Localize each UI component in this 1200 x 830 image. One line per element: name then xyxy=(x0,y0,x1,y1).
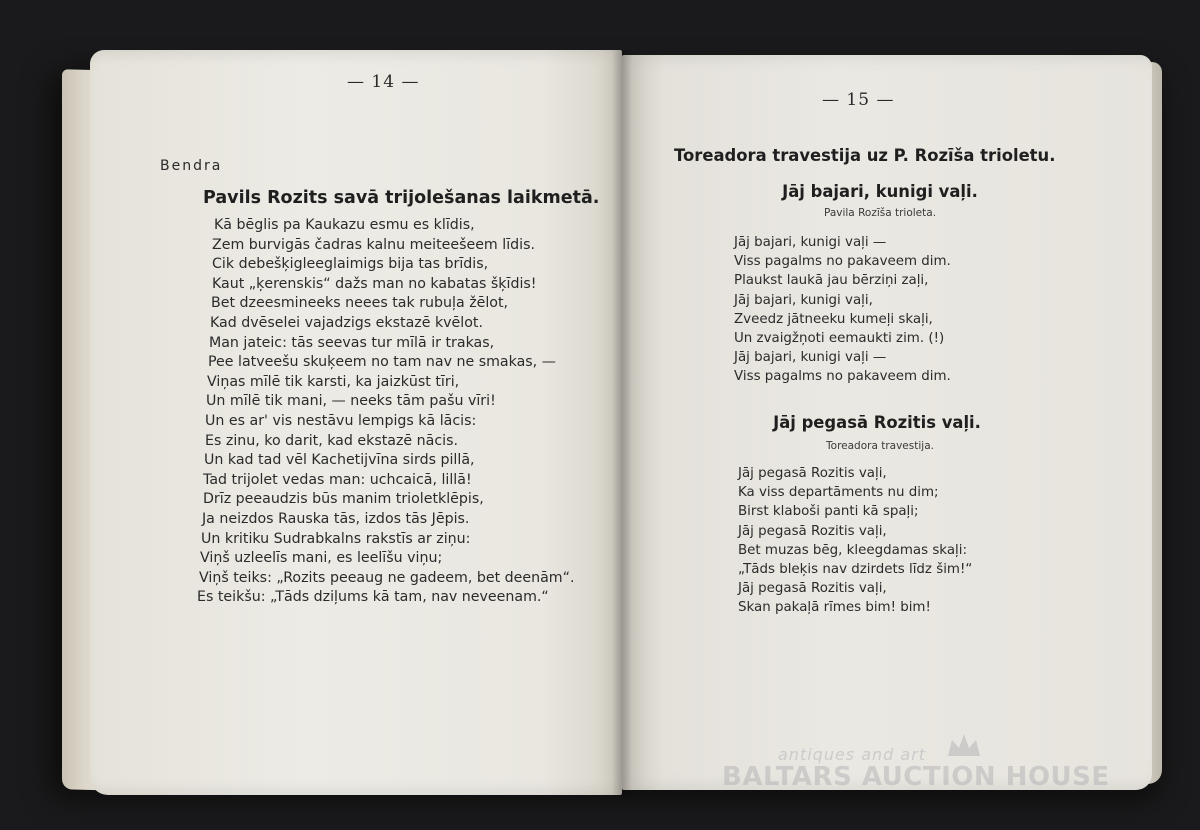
left-poem-title: Pavils Rozits savā trijolešanas laikmetā. xyxy=(203,188,600,208)
watermark-name: BALTARS AUCTION HOUSE xyxy=(722,762,1110,792)
section1-title: Jāj bajari, kunigi vaļi. xyxy=(782,182,978,201)
poem-line: Viss pagalms no pakaveem dim. xyxy=(734,369,951,385)
left-poem-text xyxy=(196,216,575,608)
poem-line: Es zinu, ko darit, kad ekstazē nācis. xyxy=(205,432,458,449)
poem-line: Skan pakaļā rīmes bim! bim! xyxy=(738,600,931,616)
poem-line: Jāj bajari, kunigi vaļi — xyxy=(734,350,887,366)
poem-line: Un kritiku Sudrabkalns rakstīs ar ziņu: xyxy=(201,530,471,547)
poem-line: Jāj pegasā Rozitis vaļi, xyxy=(738,466,887,481)
poem-line: Kaut „ķerenskis“ dažs man no kabatas šķīdis! xyxy=(212,275,537,292)
poem-line: Bet muzas bēg, kleegdamas skaļi: xyxy=(738,542,967,558)
section1-credit: Pavila Rozīša trioleta. xyxy=(823,207,937,219)
poem-line: Ja neizdos Rauska tās, izdos tās Jēpis. xyxy=(202,510,470,527)
poem-line: Jāj bajari, kunigi vaļi, xyxy=(734,292,873,308)
poem-line: Viss pagalms no pakaveem dim. xyxy=(734,254,951,270)
poem-line: Un es ar' vis nestāvu lempigs kā lācis: xyxy=(205,412,477,429)
crown-icon xyxy=(944,730,984,760)
poem-line: Un zvaigžņoti eemaukti zim. (!) xyxy=(734,331,945,347)
left-author: Bendra xyxy=(160,158,223,174)
poem-line: Jāj pegasā Rozitis vaļi, xyxy=(738,581,887,597)
section1-poem-text xyxy=(734,233,951,387)
poem-line: Zveedz jātneeku kumeļi skaļi, xyxy=(734,311,933,327)
right-page-title: Toreadora travestija uz P. Rozīša trioletu. xyxy=(674,146,1056,165)
poem-line: Es teikšu: „Tāds dziļums kā tam, nav neveenam.“ xyxy=(197,589,549,606)
poem-line: Cik debešķigleeglaimigs bija tas brīdis, xyxy=(212,256,489,273)
poem-line: Viņas mīlē tik karsti, ka jaizkūst tīri, xyxy=(207,373,460,390)
left-page-number: — 14 — xyxy=(347,72,420,92)
poem-line: Tad trijolet vedas man: uchcaicā, lillā! xyxy=(203,471,472,488)
section2-credit: Toreadora travestija. xyxy=(826,440,934,452)
poem-line: Birst klaboši panti kā spaļi; xyxy=(738,504,919,520)
poem-line: Pee latveešu skuķeem no tam nav ne smakas, — xyxy=(208,354,556,371)
poem-line: Kā bēglis pa Kaukazu esmu es klīdis, xyxy=(214,217,475,233)
poem-line: Kad dvēselei vajadzigs ekstazē kvēlot. xyxy=(210,314,483,331)
section2-poem-text xyxy=(738,464,972,618)
poem-line: Ka viss departāments nu dim; xyxy=(738,485,939,501)
poem-line: „Tāds bleķis nav dzirdets līdz šim!“ xyxy=(738,562,973,578)
poem-line: Jāj bajari, kunigi vaļi — xyxy=(734,235,887,250)
poem-line: Man jateic: tās seevas tur mīlā ir trakas, xyxy=(209,334,495,351)
poem-line: Jāj pegasā Rozitis vaļi, xyxy=(738,523,887,539)
poem-line: Un mīlē tik mani, — neeks tām pašu vīri! xyxy=(206,393,496,410)
right-page-number: — 15 — xyxy=(822,90,895,110)
poem-line: Viņš uzleelīs mani, es leelīšu viņu; xyxy=(200,550,443,567)
poem-line: Viņš teiks: „Rozits peeaug ne gadeem, bet deenām“. xyxy=(199,569,575,586)
poem-line: Zem burvigās čadras kalnu meiteešeem līdis. xyxy=(212,236,535,253)
watermark-tagline: antiques and art xyxy=(778,745,927,764)
poem-line: Drīz peeaudzis būs manim trioletklēpis, xyxy=(203,491,484,508)
poem-line: Bet dzeesmineeks neees tak rubuļa žēlot, xyxy=(211,295,509,312)
book-gutter xyxy=(612,50,632,795)
poem-line: Un kad tad vēl Kachetijvīna sirds pillā, xyxy=(204,452,475,469)
section2-title: Jāj pegasā Rozitis vaļi. xyxy=(773,413,981,432)
poem-line: Plaukst laukā jau bērziņi zaļi, xyxy=(734,273,929,289)
